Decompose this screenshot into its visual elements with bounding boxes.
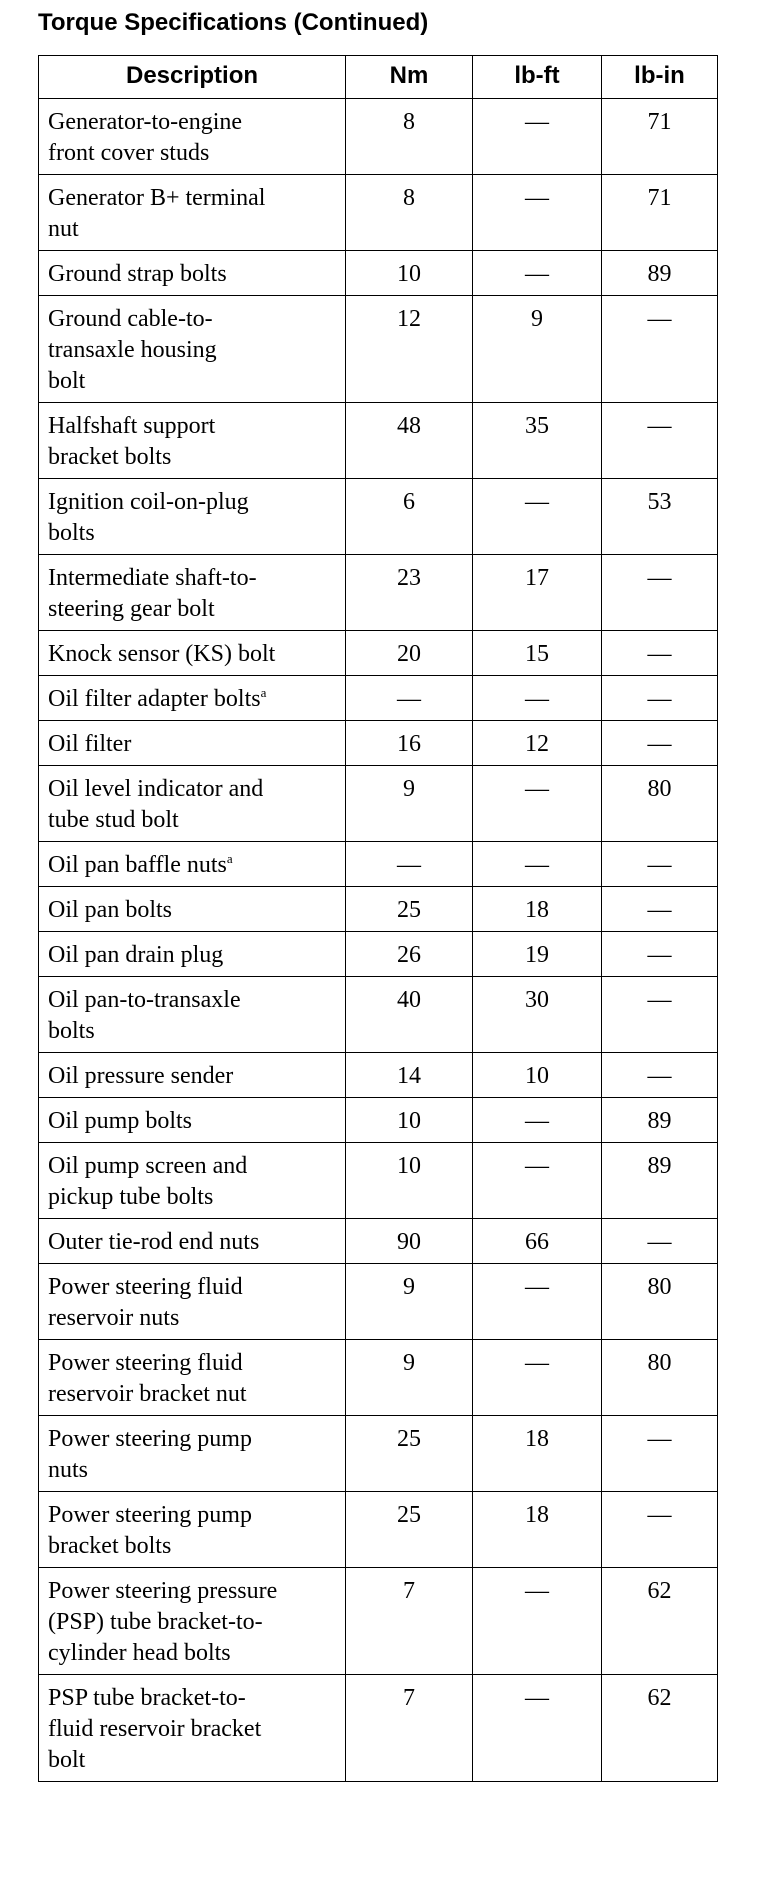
- cell-lbft: —: [473, 99, 602, 175]
- cell-description: [39, 766, 346, 842]
- cell-lbin: —: [602, 296, 718, 403]
- cell-lbin: 89: [602, 1143, 718, 1219]
- description-text: Power steering pump bracket bolts: [48, 1502, 252, 1559]
- cell-nm: 20: [346, 631, 473, 676]
- table-row: [39, 251, 718, 296]
- cell-lbin: 62: [602, 1568, 718, 1675]
- cell-lbft: 18: [473, 887, 602, 932]
- cell-lbin: —: [602, 1416, 718, 1492]
- cell-nm: 9: [346, 766, 473, 842]
- column-header-nm: Nm: [346, 56, 473, 99]
- cell-lbft: 35: [473, 403, 602, 479]
- cell-lbft: 30: [473, 977, 602, 1053]
- cell-description: [39, 296, 346, 403]
- table-row: [39, 1264, 718, 1340]
- description-text: Oil pan drain plug: [48, 942, 224, 968]
- cell-lbin: —: [602, 1219, 718, 1264]
- description-text: Power steering fluid reservoir nuts: [48, 1274, 243, 1331]
- cell-lbft: —: [473, 1675, 602, 1782]
- description-text: Ignition coil-on-plug bolts: [48, 489, 249, 546]
- table-row: [39, 1416, 718, 1492]
- cell-nm: 26: [346, 932, 473, 977]
- cell-lbin: 53: [602, 479, 718, 555]
- cell-lbin: 71: [602, 175, 718, 251]
- description-text: Ground cable-to-transaxle housing bolt: [48, 306, 217, 394]
- cell-description: [39, 977, 346, 1053]
- cell-lbin: —: [602, 887, 718, 932]
- cell-description: [39, 631, 346, 676]
- table-row: [39, 977, 718, 1053]
- cell-lbin: 71: [602, 99, 718, 175]
- cell-lbft: —: [473, 766, 602, 842]
- column-header-lbft: lb-ft: [473, 56, 602, 99]
- description-text: Oil pan baffle nuts: [48, 852, 227, 878]
- table-row: [39, 1340, 718, 1416]
- cell-lbft: —: [473, 1098, 602, 1143]
- cell-nm: 8: [346, 175, 473, 251]
- cell-description: [39, 1416, 346, 1492]
- table-row: [39, 175, 718, 251]
- cell-lbin: —: [602, 1053, 718, 1098]
- cell-description: [39, 251, 346, 296]
- cell-nm: 90: [346, 1219, 473, 1264]
- cell-nm: 23: [346, 555, 473, 631]
- description-text: Oil pan-to-transaxle bolts: [48, 987, 241, 1044]
- table-row: [39, 676, 718, 721]
- cell-nm: 12: [346, 296, 473, 403]
- table-row: [39, 887, 718, 932]
- cell-nm: 25: [346, 887, 473, 932]
- table-row: [39, 1219, 718, 1264]
- cell-nm: 7: [346, 1568, 473, 1675]
- torque-spec-table: [38, 55, 718, 1782]
- cell-description: [39, 1568, 346, 1675]
- cell-nm: 7: [346, 1675, 473, 1782]
- cell-nm: 14: [346, 1053, 473, 1098]
- description-text: Oil pump bolts: [48, 1108, 193, 1134]
- cell-lbft: —: [473, 1340, 602, 1416]
- description-text: Oil pump screen and pickup tube bolts: [48, 1153, 248, 1210]
- description-text: Oil filter: [48, 731, 132, 757]
- cell-lbft: 10: [473, 1053, 602, 1098]
- table-body: [39, 99, 718, 1782]
- cell-lbft: 15: [473, 631, 602, 676]
- cell-lbft: —: [473, 251, 602, 296]
- table-row: [39, 1143, 718, 1219]
- cell-description: [39, 99, 346, 175]
- description-text: Power steering pressure (PSP) tube bracket-to-cylinder head bolts: [48, 1578, 278, 1666]
- description-text: PSP tube bracket-to-fluid reservoir bracket bolt: [48, 1685, 262, 1773]
- cell-nm: 10: [346, 251, 473, 296]
- cell-description: [39, 1264, 346, 1340]
- description-text: Outer tie-rod end nuts: [48, 1229, 260, 1255]
- description-text: Oil pressure sender: [48, 1063, 234, 1089]
- footnote-marker: a: [226, 851, 233, 866]
- cell-description: [39, 403, 346, 479]
- cell-description: [39, 1675, 346, 1782]
- cell-lbin: 62: [602, 1675, 718, 1782]
- table-row: [39, 932, 718, 977]
- description-text: Ground strap bolts: [48, 261, 227, 287]
- cell-description: [39, 842, 346, 887]
- cell-lbft: —: [473, 479, 602, 555]
- cell-nm: 40: [346, 977, 473, 1053]
- cell-lbft: 18: [473, 1492, 602, 1568]
- cell-lbft: 66: [473, 1219, 602, 1264]
- table-header-row: [39, 56, 718, 99]
- cell-lbft: —: [473, 175, 602, 251]
- cell-description: [39, 1143, 346, 1219]
- column-header-description: Description: [39, 56, 346, 99]
- cell-nm: —: [346, 676, 473, 721]
- cell-lbin: —: [602, 721, 718, 766]
- cell-nm: 9: [346, 1340, 473, 1416]
- cell-lbin: 89: [602, 1098, 718, 1143]
- table-row: [39, 1675, 718, 1782]
- table-row: [39, 1098, 718, 1143]
- cell-description: [39, 1219, 346, 1264]
- cell-lbft: —: [473, 1568, 602, 1675]
- cell-nm: 48: [346, 403, 473, 479]
- description-text: Generator B+ terminal nut: [48, 185, 266, 242]
- cell-lbin: —: [602, 631, 718, 676]
- table-row: [39, 631, 718, 676]
- cell-nm: 9: [346, 1264, 473, 1340]
- table-row: [39, 766, 718, 842]
- description-text: Intermediate shaft-to-steering gear bolt: [48, 565, 257, 622]
- cell-description: [39, 676, 346, 721]
- cell-lbft: 9: [473, 296, 602, 403]
- cell-nm: 10: [346, 1143, 473, 1219]
- cell-lbin: 89: [602, 251, 718, 296]
- cell-description: [39, 1053, 346, 1098]
- cell-description: [39, 721, 346, 766]
- cell-lbin: —: [602, 1492, 718, 1568]
- cell-lbft: 12: [473, 721, 602, 766]
- description-text: Oil pan bolts: [48, 897, 172, 923]
- table-row: [39, 1053, 718, 1098]
- cell-lbin: —: [602, 932, 718, 977]
- cell-lbin: —: [602, 842, 718, 887]
- cell-nm: —: [346, 842, 473, 887]
- page-title: Torque Specifications (Continued): [38, 9, 429, 36]
- cell-description: [39, 479, 346, 555]
- cell-description: [39, 1098, 346, 1143]
- cell-lbin: —: [602, 977, 718, 1053]
- cell-lbft: —: [473, 1264, 602, 1340]
- cell-nm: 10: [346, 1098, 473, 1143]
- table-row: [39, 403, 718, 479]
- cell-lbin: —: [602, 555, 718, 631]
- cell-nm: 8: [346, 99, 473, 175]
- cell-description: [39, 932, 346, 977]
- cell-description: [39, 887, 346, 932]
- table-row: [39, 721, 718, 766]
- table-row: [39, 1492, 718, 1568]
- table-row: [39, 1568, 718, 1675]
- cell-lbin: 80: [602, 1264, 718, 1340]
- description-text: Power steering pump nuts: [48, 1426, 252, 1483]
- description-text: Oil filter adapter bolts: [48, 686, 261, 712]
- table-row: [39, 99, 718, 175]
- description-text: Oil level indicator and tube stud bolt: [48, 776, 264, 833]
- description-text: Halfshaft support bracket bolts: [48, 413, 216, 470]
- cell-lbin: —: [602, 403, 718, 479]
- cell-lbin: 80: [602, 1340, 718, 1416]
- cell-description: [39, 175, 346, 251]
- cell-description: [39, 555, 346, 631]
- cell-description: [39, 1340, 346, 1416]
- cell-lbft: —: [473, 842, 602, 887]
- cell-nm: 25: [346, 1492, 473, 1568]
- cell-lbft: 19: [473, 932, 602, 977]
- cell-lbin: —: [602, 676, 718, 721]
- cell-nm: 16: [346, 721, 473, 766]
- cell-lbft: 17: [473, 555, 602, 631]
- cell-description: [39, 1492, 346, 1568]
- table-row: [39, 842, 718, 887]
- table-row: [39, 479, 718, 555]
- cell-lbft: —: [473, 1143, 602, 1219]
- table-row: [39, 296, 718, 403]
- cell-lbft: 18: [473, 1416, 602, 1492]
- description-text: Generator-to-engine front cover studs: [48, 109, 243, 166]
- footnote-marker: a: [260, 685, 267, 700]
- cell-nm: 6: [346, 479, 473, 555]
- description-text: Power steering fluid reservoir bracket nut: [48, 1350, 247, 1407]
- cell-lbin: 80: [602, 766, 718, 842]
- description-text: Knock sensor (KS) bolt: [48, 641, 276, 667]
- cell-nm: 25: [346, 1416, 473, 1492]
- column-header-lbin: lb-in: [602, 56, 718, 99]
- table-row: [39, 555, 718, 631]
- cell-lbft: —: [473, 676, 602, 721]
